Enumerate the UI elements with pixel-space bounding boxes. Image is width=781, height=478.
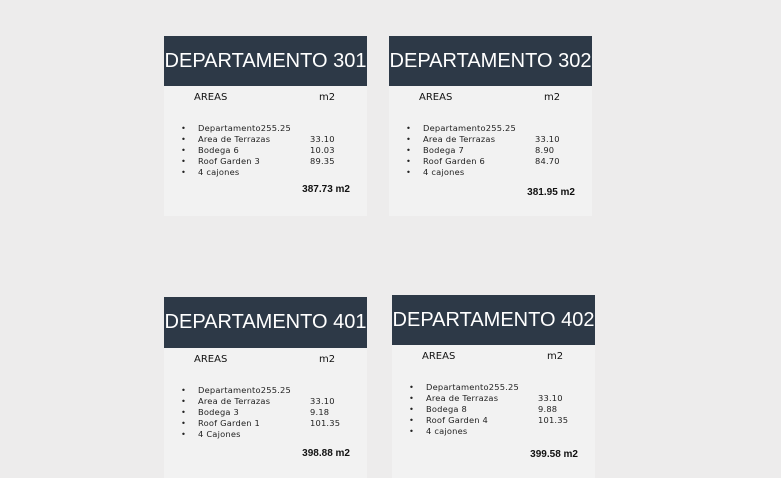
m2-label: m2: [319, 354, 336, 365]
card-departamento-302: [389, 36, 592, 216]
area-list: [389, 123, 592, 178]
bullet-icon: •: [181, 167, 187, 177]
area-list: [392, 382, 595, 437]
bullet-icon: •: [406, 145, 412, 155]
list-item: [389, 134, 592, 145]
bullet-icon: •: [406, 134, 412, 144]
list-item: [389, 156, 592, 167]
item-value: 8.90: [535, 145, 555, 155]
item-value: 9.18: [310, 407, 330, 417]
card-title: DEPARTAMENTO 402: [392, 295, 595, 345]
item-name: Roof Garden 4: [426, 415, 489, 425]
item-name: Bodega 3: [198, 407, 240, 417]
total-area: 399.58 m2: [530, 449, 578, 460]
item-value: 33.10: [310, 134, 335, 144]
m2-label: m2: [547, 351, 564, 362]
item-name: Area de Terrazas: [198, 396, 271, 406]
bullet-icon: •: [181, 123, 187, 133]
total-area: 398.88 m2: [302, 448, 350, 459]
bullet-icon: •: [409, 404, 415, 414]
item-name: Departamento255.25: [198, 385, 291, 395]
bullet-icon: •: [181, 156, 187, 166]
list-item: [389, 167, 592, 178]
bullet-icon: •: [181, 418, 187, 428]
list-item: [164, 396, 367, 407]
item-name: 4 cajones: [423, 167, 465, 177]
item-name: Roof Garden 3: [198, 156, 261, 166]
bullet-icon: •: [181, 134, 187, 144]
bullet-icon: •: [406, 123, 412, 133]
area-list: [164, 385, 367, 440]
areas-header: [164, 348, 367, 378]
card-departamento-401: [164, 297, 367, 478]
item-value: 33.10: [538, 393, 563, 403]
list-item: [392, 393, 595, 404]
item-name: Departamento255.25: [198, 123, 291, 133]
list-item: [392, 426, 595, 437]
bullet-icon: •: [409, 382, 415, 392]
item-value: 101.35: [538, 415, 569, 425]
bullet-icon: •: [181, 429, 187, 439]
areas-header: [164, 86, 367, 116]
areas-label: AREAS: [419, 92, 453, 103]
m2-label: m2: [544, 92, 561, 103]
areas-label: AREAS: [194, 354, 228, 365]
bullet-icon: •: [181, 407, 187, 417]
bullet-icon: •: [409, 393, 415, 403]
areas-header: [389, 86, 592, 116]
list-item: [392, 404, 595, 415]
areas-label: AREAS: [194, 92, 228, 103]
item-name: 4 cajones: [426, 426, 468, 436]
list-item: [164, 385, 367, 396]
item-name: 4 Cajones: [198, 429, 241, 439]
item-value: 9.88: [538, 404, 558, 414]
card-title: DEPARTAMENTO 302: [389, 36, 592, 86]
item-name: Area de Terrazas: [423, 134, 496, 144]
list-item: [164, 156, 367, 167]
card-title: DEPARTAMENTO 301: [164, 36, 367, 86]
total-area: 387.73 m2: [302, 184, 350, 195]
list-item: [164, 407, 367, 418]
item-name: Departamento255.25: [426, 382, 519, 392]
item-value: 101.35: [310, 418, 341, 428]
item-name: 4 cajones: [198, 167, 240, 177]
item-name: Area de Terrazas: [198, 134, 271, 144]
item-value: 33.10: [535, 134, 560, 144]
total-area: 381.95 m2: [527, 187, 575, 198]
list-item: [389, 145, 592, 156]
card-departamento-402: [392, 295, 595, 478]
bullet-icon: •: [409, 415, 415, 425]
list-item: [164, 134, 367, 145]
m2-label: m2: [319, 92, 336, 103]
item-name: Roof Garden 1: [198, 418, 261, 428]
item-value: 33.10: [310, 396, 335, 406]
item-name: Bodega 7: [423, 145, 465, 155]
item-value: 10.03: [310, 145, 335, 155]
card-title: DEPARTAMENTO 401: [164, 297, 367, 348]
area-list: [164, 123, 367, 178]
card-departamento-301: [164, 36, 367, 216]
list-item: [164, 123, 367, 134]
bullet-icon: •: [406, 156, 412, 166]
list-item: [164, 429, 367, 440]
item-name: Bodega 6: [198, 145, 240, 155]
item-value: 89.35: [310, 156, 335, 166]
bullet-icon: •: [409, 426, 415, 436]
list-item: [164, 167, 367, 178]
bullet-icon: •: [181, 385, 187, 395]
list-item: [392, 382, 595, 393]
areas-label: AREAS: [422, 351, 456, 362]
areas-header: [392, 345, 595, 375]
bullet-icon: •: [181, 145, 187, 155]
list-item: [389, 123, 592, 134]
item-name: Roof Garden 6: [423, 156, 486, 166]
list-item: [164, 145, 367, 156]
item-name: Area de Terrazas: [426, 393, 499, 403]
list-item: [164, 418, 367, 429]
bullet-icon: •: [406, 167, 412, 177]
bullet-icon: •: [181, 396, 187, 406]
item-name: Departamento255.25: [423, 123, 516, 133]
list-item: [392, 415, 595, 426]
item-value: 84.70: [535, 156, 560, 166]
item-name: Bodega 8: [426, 404, 468, 414]
